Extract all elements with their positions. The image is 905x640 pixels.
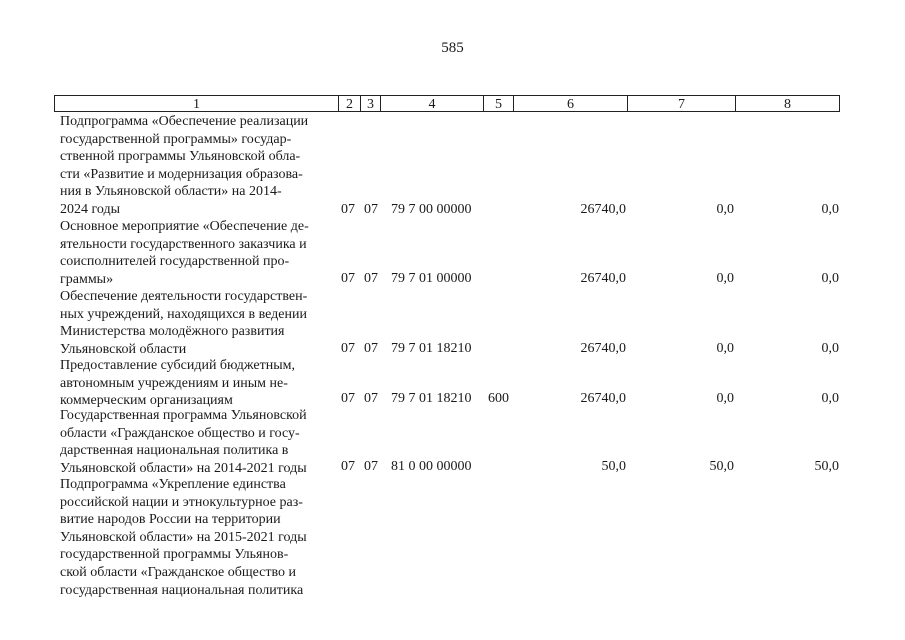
row-pr: 07 (364, 202, 378, 217)
row-description: Подпрограмма «Обеспечение реализации государственной программы» государ- ственной программы Ульяновской обла- сти «Развитие и модернизация образова- ния в Ульяновской области» на 2014- 2024 годы (60, 114, 309, 217)
row-value-6: 26740,0 (580, 391, 626, 406)
row-pr: 07 (364, 341, 378, 356)
row-description: Предоставление субсидий бюджетным, автономным учреждениям и иным не- коммерческим организациям (60, 358, 296, 409)
row-rz: 07 (341, 341, 355, 356)
row-value-7: 0,0 (716, 391, 734, 406)
row-value-6: 50,0 (601, 459, 626, 474)
page-number: 585 (441, 40, 464, 56)
header-col-2: 2 (339, 95, 361, 112)
row-csr: 79 7 00 00000 (391, 202, 472, 217)
row-pr: 07 (364, 459, 378, 474)
row-value-7: 50,0 (709, 459, 734, 474)
row-value-7: 0,0 (716, 341, 734, 356)
row-rz: 07 (341, 391, 355, 406)
header-col-1: 1 (54, 95, 339, 112)
row-rz: 07 (341, 271, 355, 286)
header-col-8: 8 (736, 95, 840, 112)
row-value-6: 26740,0 (580, 202, 626, 217)
row-description: Обеспечение деятельности государствен- ных учреждений, находящихся в ведении Министерства молодёжного развития Ульяновской области (60, 289, 308, 357)
header-col-3: 3 (361, 95, 381, 112)
row-value-7: 0,0 (716, 271, 734, 286)
row-csr: 79 7 01 18210 (391, 391, 472, 406)
row-value-8: 0,0 (821, 202, 839, 217)
row-csr: 79 7 01 00000 (391, 271, 472, 286)
row-value-8: 0,0 (821, 341, 839, 356)
row-description: Государственная программа Ульяновской области «Гражданское общество и госу- дарственная национальная политика в Ульяновской области» на 2014-2021 годы (60, 408, 307, 476)
row-description: Подпрограмма «Укрепление единства российской нации и этнокультурное раз- витие народов России на территории Ульяновской области» на 2015-2021 годы государственной программы Ульянов- ской области «Гражданское общество и государственная национальная политика (60, 477, 307, 598)
row-pr: 07 (364, 271, 378, 286)
row-value-8: 0,0 (821, 391, 839, 406)
row-pr: 07 (364, 391, 378, 406)
row-value-6: 26740,0 (580, 271, 626, 286)
row-value-8: 50,0 (814, 459, 839, 474)
row-description: Основное мероприятие «Обеспечение де- ятельности государственного заказчика и соисполнителей государственной про- граммы» (60, 219, 309, 287)
row-value-7: 0,0 (716, 202, 734, 217)
row-vr: 600 (488, 391, 509, 406)
header-col-6: 6 (514, 95, 628, 112)
header-col-4: 4 (381, 95, 484, 112)
row-csr: 81 0 00 00000 (391, 459, 472, 474)
row-csr: 79 7 01 18210 (391, 341, 472, 356)
row-rz: 07 (341, 459, 355, 474)
header-col-5: 5 (484, 95, 514, 112)
header-col-7: 7 (628, 95, 736, 112)
row-value-8: 0,0 (821, 271, 839, 286)
row-value-6: 26740,0 (580, 341, 626, 356)
row-rz: 07 (341, 202, 355, 217)
